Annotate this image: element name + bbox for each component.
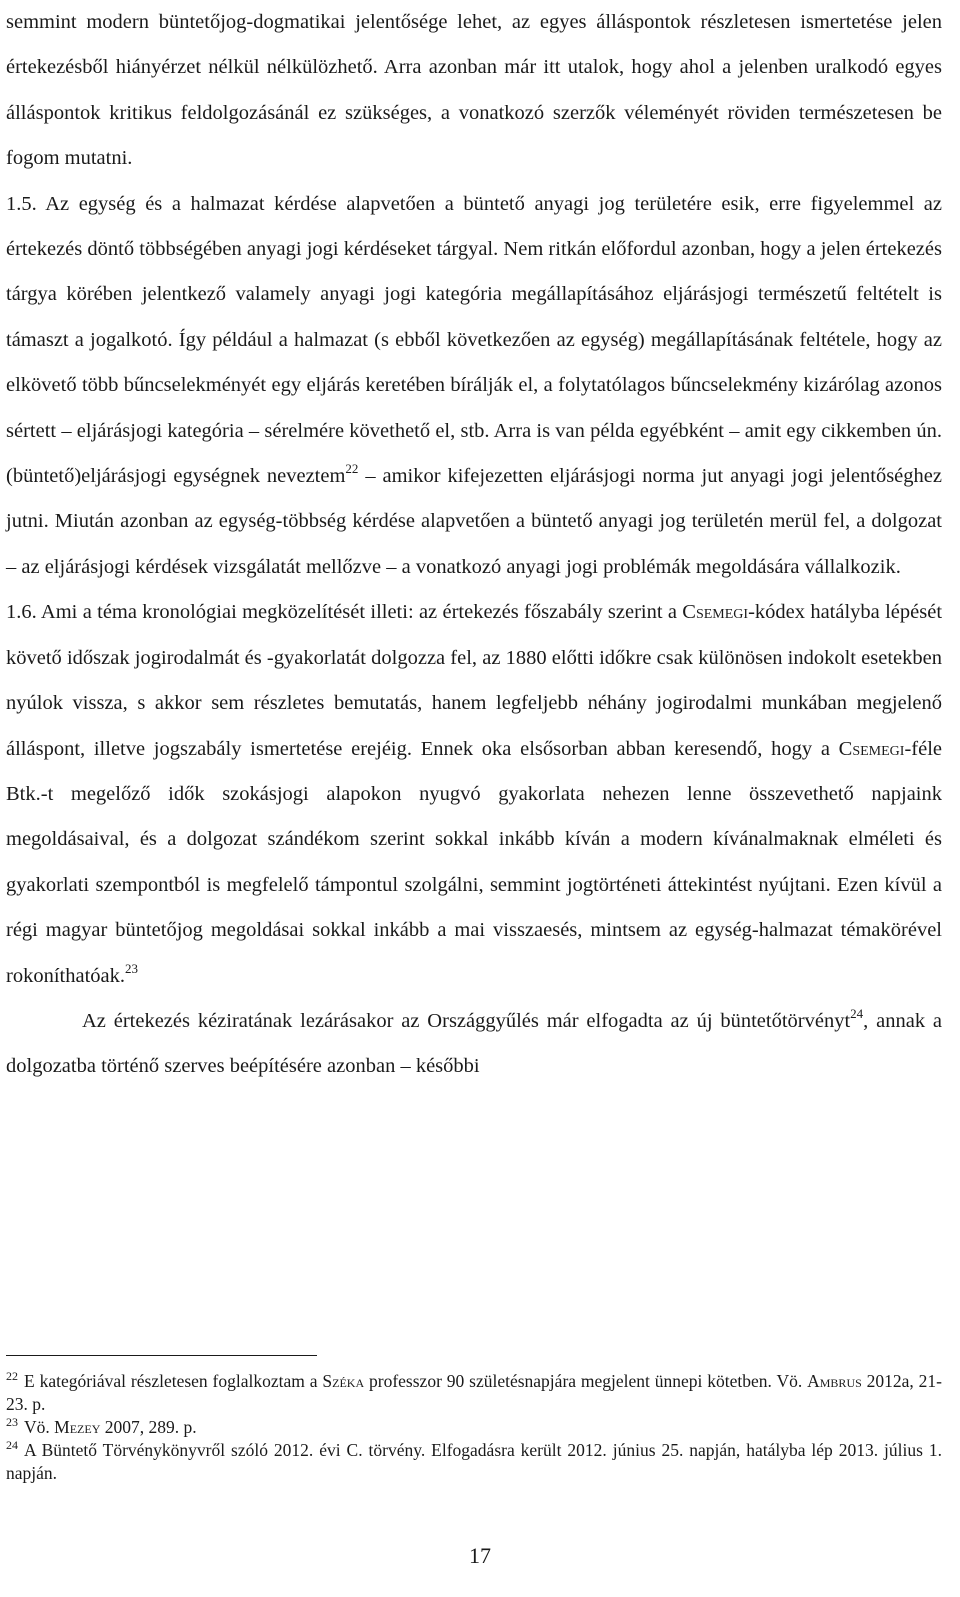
paragraph-text: , annak a dolgozatba történő szerves beépítésére azonban – későbbi bbox=[6, 1009, 942, 1078]
footnote-separator bbox=[6, 1355, 317, 1356]
document-page bbox=[6, 0, 942, 1090]
author-name: Csemegi bbox=[682, 601, 749, 624]
footnote-ref-24[interactable]: 24 bbox=[850, 1005, 864, 1021]
footnote-text: 2007, 289. p. bbox=[100, 1417, 197, 1437]
paragraph-text: -féle Btk.-t megelőző idők szokásjogi alapokon nyugvó gyakorlata nehezen lenne összevethető napjaink megoldásaival, és a dolgozat szándékom szerint sokkal inkább kíván a modern kívánalmaknak elméleti és gyakorlati szempontból is megfelelő támpontul szolgálni, semmint jogtörténeti áttekintést nyújtani. Ezen kívül a régi magyar büntetőjog megoldásai sokkal inkább a mai visszaesés, mintsem az egység-halmazat témakörével rokoníthatóak. bbox=[6, 737, 942, 987]
footnote-number: 24 bbox=[6, 1438, 18, 1452]
author-name: Csemegi bbox=[838, 737, 905, 760]
footnote-24 bbox=[6, 1439, 942, 1485]
author-name: Ambrus bbox=[807, 1371, 862, 1391]
footnote-22 bbox=[6, 1370, 942, 1416]
paragraph-text: Az értekezés kéziratának lezárásakor az Országgyűlés már elfogadta az új büntetőtörvényt bbox=[82, 1009, 851, 1032]
paragraph-text: -kódex hatályba lépését követő időszak jogirodalmát és -gyakorlatát dolgozza fel, az 1880 előtti időkre csak különösen indokolt esetekben nyúlok vissza, s akkor sem részletes bemutatás, hanem legfeljebb néhány jogirodalmi munkában megjelenő álláspont, illetve jogszabály ismertetése erejéig. Ennek oka elsősorban abban keresendő, hogy a bbox=[6, 601, 943, 760]
paragraph-continued bbox=[6, 0, 942, 182]
footnote-number: 22 bbox=[6, 1369, 18, 1383]
paragraph-text: semmint modern büntetőjog-dogmatikai jelentősége lehet, az egyes álláspontok részletesen ismertetése jelen értekezésből hiányérzet nélkül nélkülözhető. Arra azonban már itt utalok, hogy ahol a jelenben uralkodó egyes álláspontok kritikus feldolgozásánál ez szükséges, a vonatkozó szerzők véleményét röviden természetesen be fogom mutatni. bbox=[6, 11, 942, 170]
footnote-ref-22[interactable]: 22 bbox=[345, 461, 359, 477]
paragraph-1-5 bbox=[6, 182, 942, 591]
paragraph-text: – amikor kifejezetten eljárásjogi norma jut anyagi jogi jelentőséghez jutni. Miután azonban az egység-többség kérdése alapvetően a büntető anyagi jog területén merül fel, a dolgozat – az eljárásjogi kérdések vizsgálatát mellőzve – a vonatkozó anyagi jogi problémák megoldására vállalkozik. bbox=[6, 465, 942, 578]
footnote-text: professzor 90 születésnapjára megjelent ünnepi kötetben. Vö. bbox=[364, 1371, 808, 1391]
footnote-text: Vö. bbox=[24, 1417, 55, 1437]
paragraph-text: 1.5. Az egység és a halmazat kérdése alapvetően a büntető anyagi jog területére esik, erre figyelemmel az értekezés döntő többségében anyagi jogi kérdéseket tárgyal. Nem ritkán előfordul azonban, hogy a jelen értekezés tárgya körében jelentkező valamely anyagi jogi kategória megállapításához eljárásjogi természetű feltételt is támaszt a jogalkotó. Így például a halmazat (s ebből következően az egység) megállapításának feltétele, hogy az elkövető több bűncselekményét egy eljárás keretében bírálják el, a folytatólagos bűncselekmény kizárólag azonos sértett – eljárásjogi kategória – sérelmére követhető el, stb. Arra is van példa egyébként – amit egy cikkemben ún. (büntető)eljárásjogi egységnek neveztem bbox=[6, 192, 942, 488]
paragraph-text: 1.6. Ami a téma kronológiai megközelítését illeti: az értekezés főszabály szerint a bbox=[6, 601, 683, 624]
footnote-text: A Büntető Törvénykönyvről szóló 2012. évi C. törvény. Elfogadásra került 2012. június 25. napján, hatályba lép 2013. július 1. napján. bbox=[6, 1440, 942, 1483]
footnotes bbox=[6, 1370, 942, 1485]
paragraph-1-6 bbox=[6, 590, 942, 999]
footnote-number: 23 bbox=[6, 1415, 18, 1429]
paragraph-manuscript bbox=[6, 999, 942, 1090]
author-name: Mezey bbox=[54, 1417, 101, 1437]
footnote-23 bbox=[6, 1416, 942, 1439]
page-number: 17 bbox=[469, 1543, 491, 1568]
footnote-text: E kategóriával részletesen foglalkoztam a bbox=[24, 1371, 323, 1391]
body-text bbox=[6, 0, 942, 1090]
footnote-ref-23[interactable]: 23 bbox=[125, 960, 138, 976]
footnote-text: 2012a, 21-23. p. bbox=[6, 1371, 942, 1414]
author-name: Széka bbox=[322, 1371, 365, 1391]
